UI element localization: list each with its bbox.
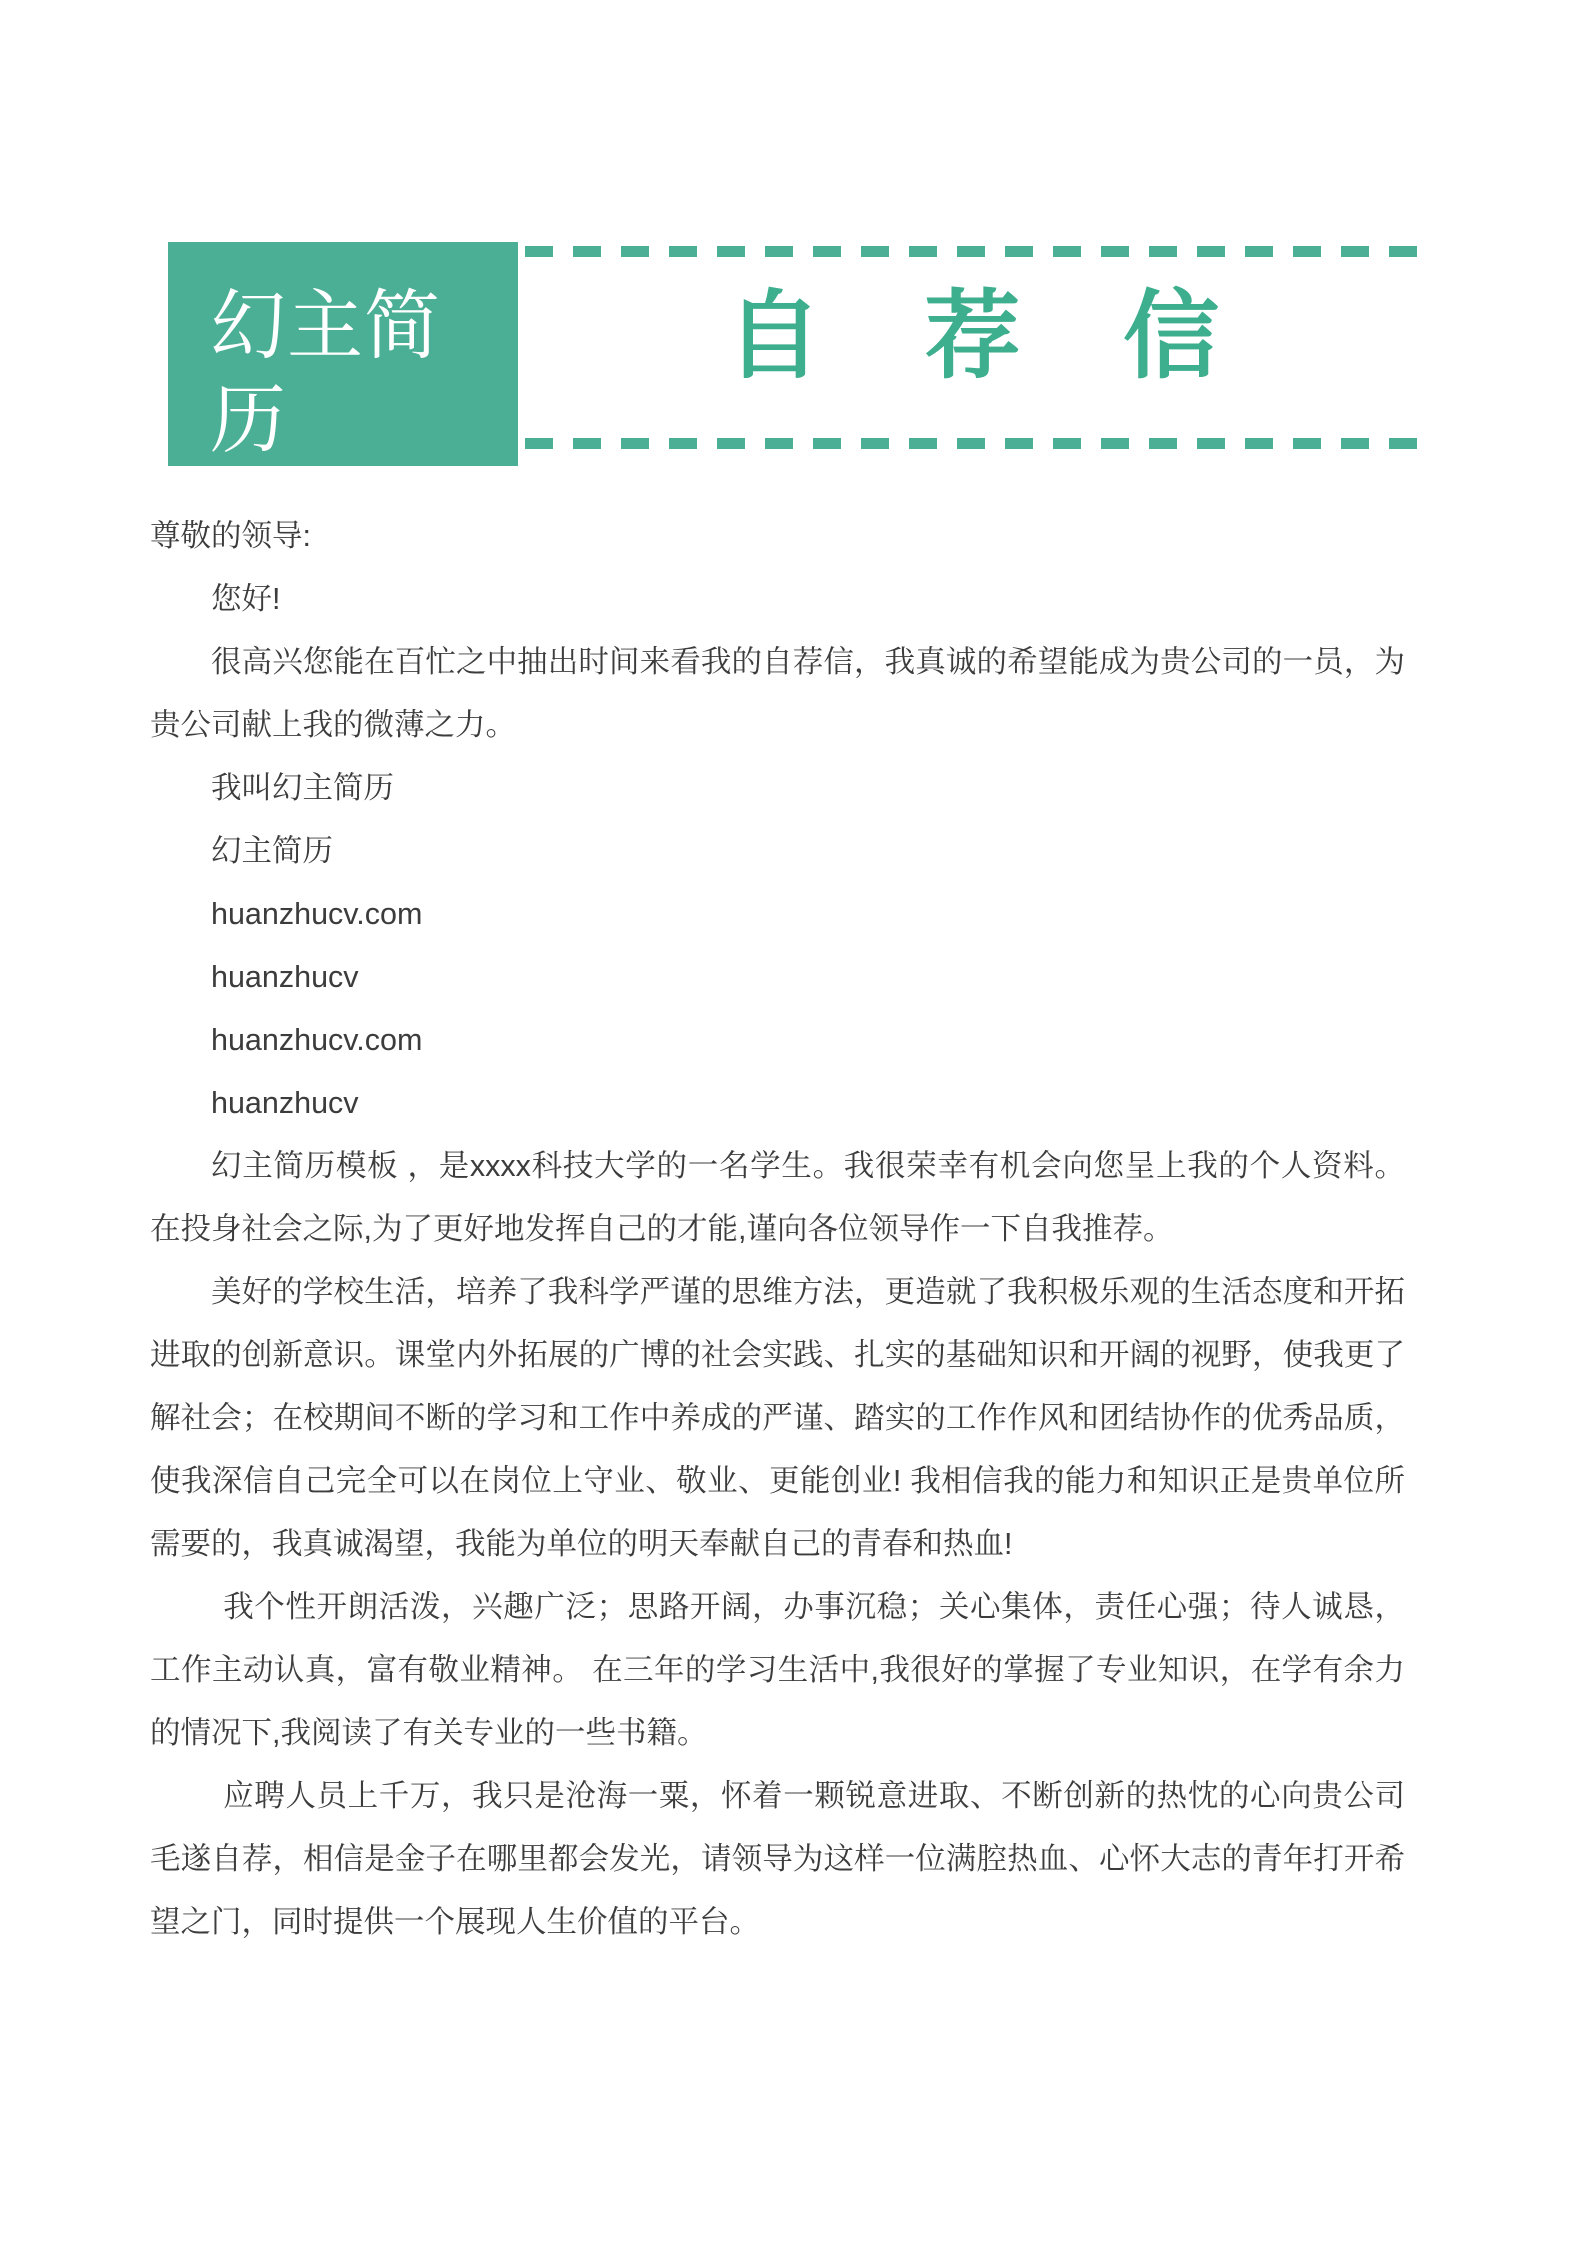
letter-paragraph: huanzhucv.com xyxy=(211,1023,423,1057)
letter-paragraph: 我叫幻主简历 xyxy=(211,771,394,805)
letter-paragraph: 很高兴您能在百忙之中抽出时间来看我的自荐信，我真诚的希望能成为贵公司的一员，为贵公司献上我的微薄之力。 xyxy=(150,645,1405,742)
letter-paragraph: 我个性开朗活泼，兴趣广泛；思路开阔，办事沉稳；关心集体，责任心强；待人诚恳，工作主动认真，富有敬业精神。 在三年的学习生活中,我很好的掌握了专业知识，在学有余力的情况下,我阅读了有关专业的一些书籍。 xyxy=(150,1590,1405,1750)
letter-paragraph: 美好的学校生活，培养了我科学严谨的思维方法，更造就了我积极乐观的生活态度和开拓进取的创新意识。课堂内外拓展的广博的社会实践、扎实的基础知识和开阔的视野，使我更了解社会；在校期间不断的学习和工作中养成的严谨、踏实的工作作风和团结协作的优秀品质，使我深信自己完全可以在岗位上守业、敬业、更能创业! 我相信我的能力和知识正是贵单位所需要的，我真诚渴望，我能为单位的明天奉献自己的青春和热血! xyxy=(150,1275,1405,1561)
letter-paragraph: 幻主简历 xyxy=(211,834,333,868)
letter-paragraph: huanzhucv.com xyxy=(211,897,423,931)
page-title: 自 荐 信 xyxy=(725,283,1258,390)
header-dashed-rule-bottom xyxy=(525,438,1420,449)
letter-paragraph: 应聘人员上千万，我只是沧海一粟，怀着一颗锐意进取、不断创新的热忱的心向贵公司毛遂自荐，相信是金子在哪里都会发光，请领导为这样一位满腔热血、心怀大志的青年打开希望之门，同时提供一个展现人生价值的平台。 xyxy=(150,1779,1405,1939)
letter-paragraph: huanzhucv xyxy=(211,1086,359,1120)
letter-salutation: 尊敬的领导: xyxy=(150,519,311,553)
letter-greeting: 您好! xyxy=(211,582,281,616)
brand-badge xyxy=(168,242,518,466)
letter-paragraph: huanzhucv xyxy=(211,960,359,994)
letter-body xyxy=(150,505,1405,1954)
letter-paragraph: 幻主简历模板 ，是xxxx科技大学的一名学生。我很荣幸有机会向您呈上我的个人资料。在投身社会之际,为了更好地发挥自己的才能,谨向各位领导作一下自我推荐。 xyxy=(150,1149,1405,1246)
brand-label: 幻主简历 xyxy=(210,284,441,463)
header-dashed-rule-top xyxy=(525,246,1420,257)
document-header xyxy=(0,0,1588,500)
